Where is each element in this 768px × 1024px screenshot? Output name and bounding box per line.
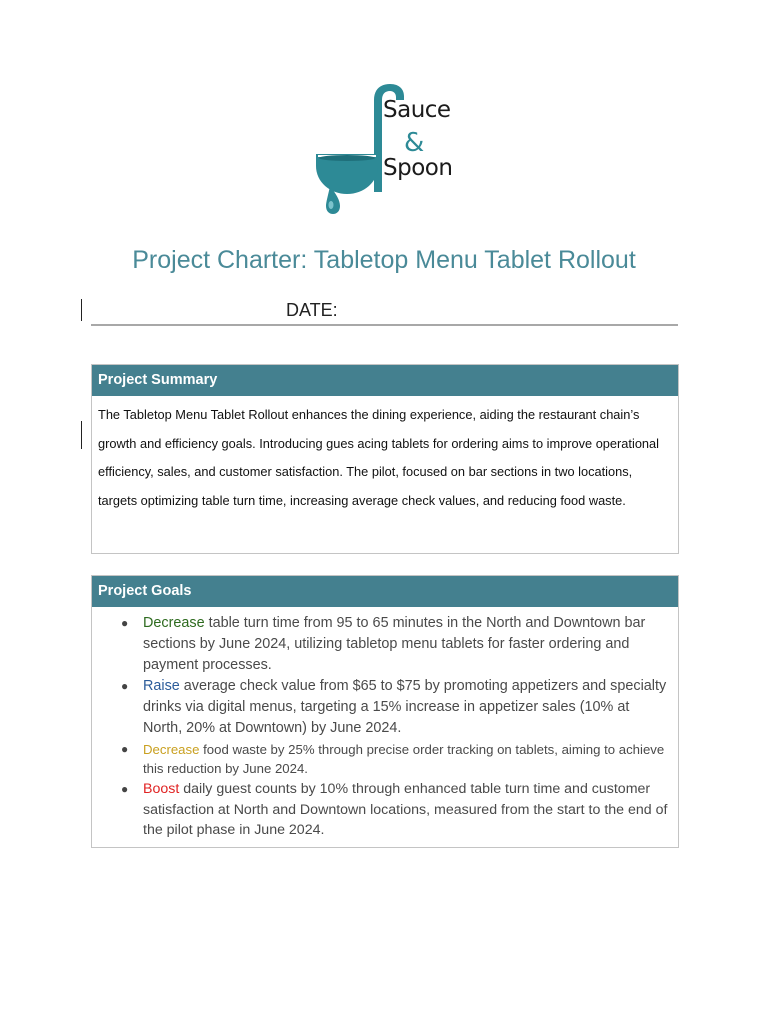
date-underline (91, 324, 678, 326)
project-summary-section (91, 364, 679, 554)
bullet-icon: ● (121, 679, 129, 693)
goal-text: average check value from $65 to $75 by promoting appetizers and specialty drinks via digital menus, targeting a 15% increase in appetizer sales (10% at North, 20% at Downtown) by June 2024. (143, 678, 667, 736)
goal-keyword: Raise (143, 678, 180, 694)
goal-keyword: Decrease (143, 742, 200, 757)
project-goals-header: Project Goals (92, 576, 678, 607)
text-cursor (81, 299, 82, 321)
bullet-icon: ● (121, 782, 129, 796)
project-goals-list (92, 607, 678, 849)
bullet-icon: ● (121, 742, 129, 756)
goal-text: food waste by 25% through precise order tracking on tablets, aiming to achieve this reduction by June 2024. (143, 742, 665, 776)
goal-item[interactable] (92, 676, 672, 739)
goal-keyword: Decrease (143, 615, 205, 631)
goal-item[interactable] (92, 779, 672, 841)
goal-text: table turn time from 95 to 65 minutes in the North and Downtown bar sections by June 2024, utilizing tabletop menu tablets for faster ordering and payment processes. (143, 615, 646, 673)
project-goals-section (91, 575, 679, 848)
logo-ampersand: & (404, 128, 425, 158)
logo-word-spoon: Spoon (383, 155, 453, 181)
goal-text: daily guest counts by 10% through enhanced table turn time and customer satisfaction at North and Downtown locations, measured from the start to the end of the pilot phase in June 2024. (143, 781, 668, 838)
logo-word-sauce: Sauce (383, 97, 451, 123)
text-cursor (81, 421, 82, 449)
goal-item[interactable] (92, 613, 672, 676)
goal-keyword: Boost (143, 781, 180, 797)
project-summary-text[interactable]: The Tabletop Menu Tablet Rollout enhances the dining experience, aiding the restaurant chain’s growth and efficiency goals. Introducing gues acing tablets for ordering aims to improve operational efficiency, sales, and customer satisfaction. The pilot, focused on bar sections in two locations, targets optimizing table turn time, increasing average check values, and reducing food waste. (98, 407, 660, 508)
document-title: Project Charter: Tabletop Menu Tablet Rollout (132, 246, 636, 274)
project-summary-header: Project Summary (92, 365, 678, 396)
date-label[interactable]: DATE: (286, 300, 338, 320)
bullet-icon: ● (121, 616, 129, 630)
goal-item[interactable] (92, 740, 672, 778)
